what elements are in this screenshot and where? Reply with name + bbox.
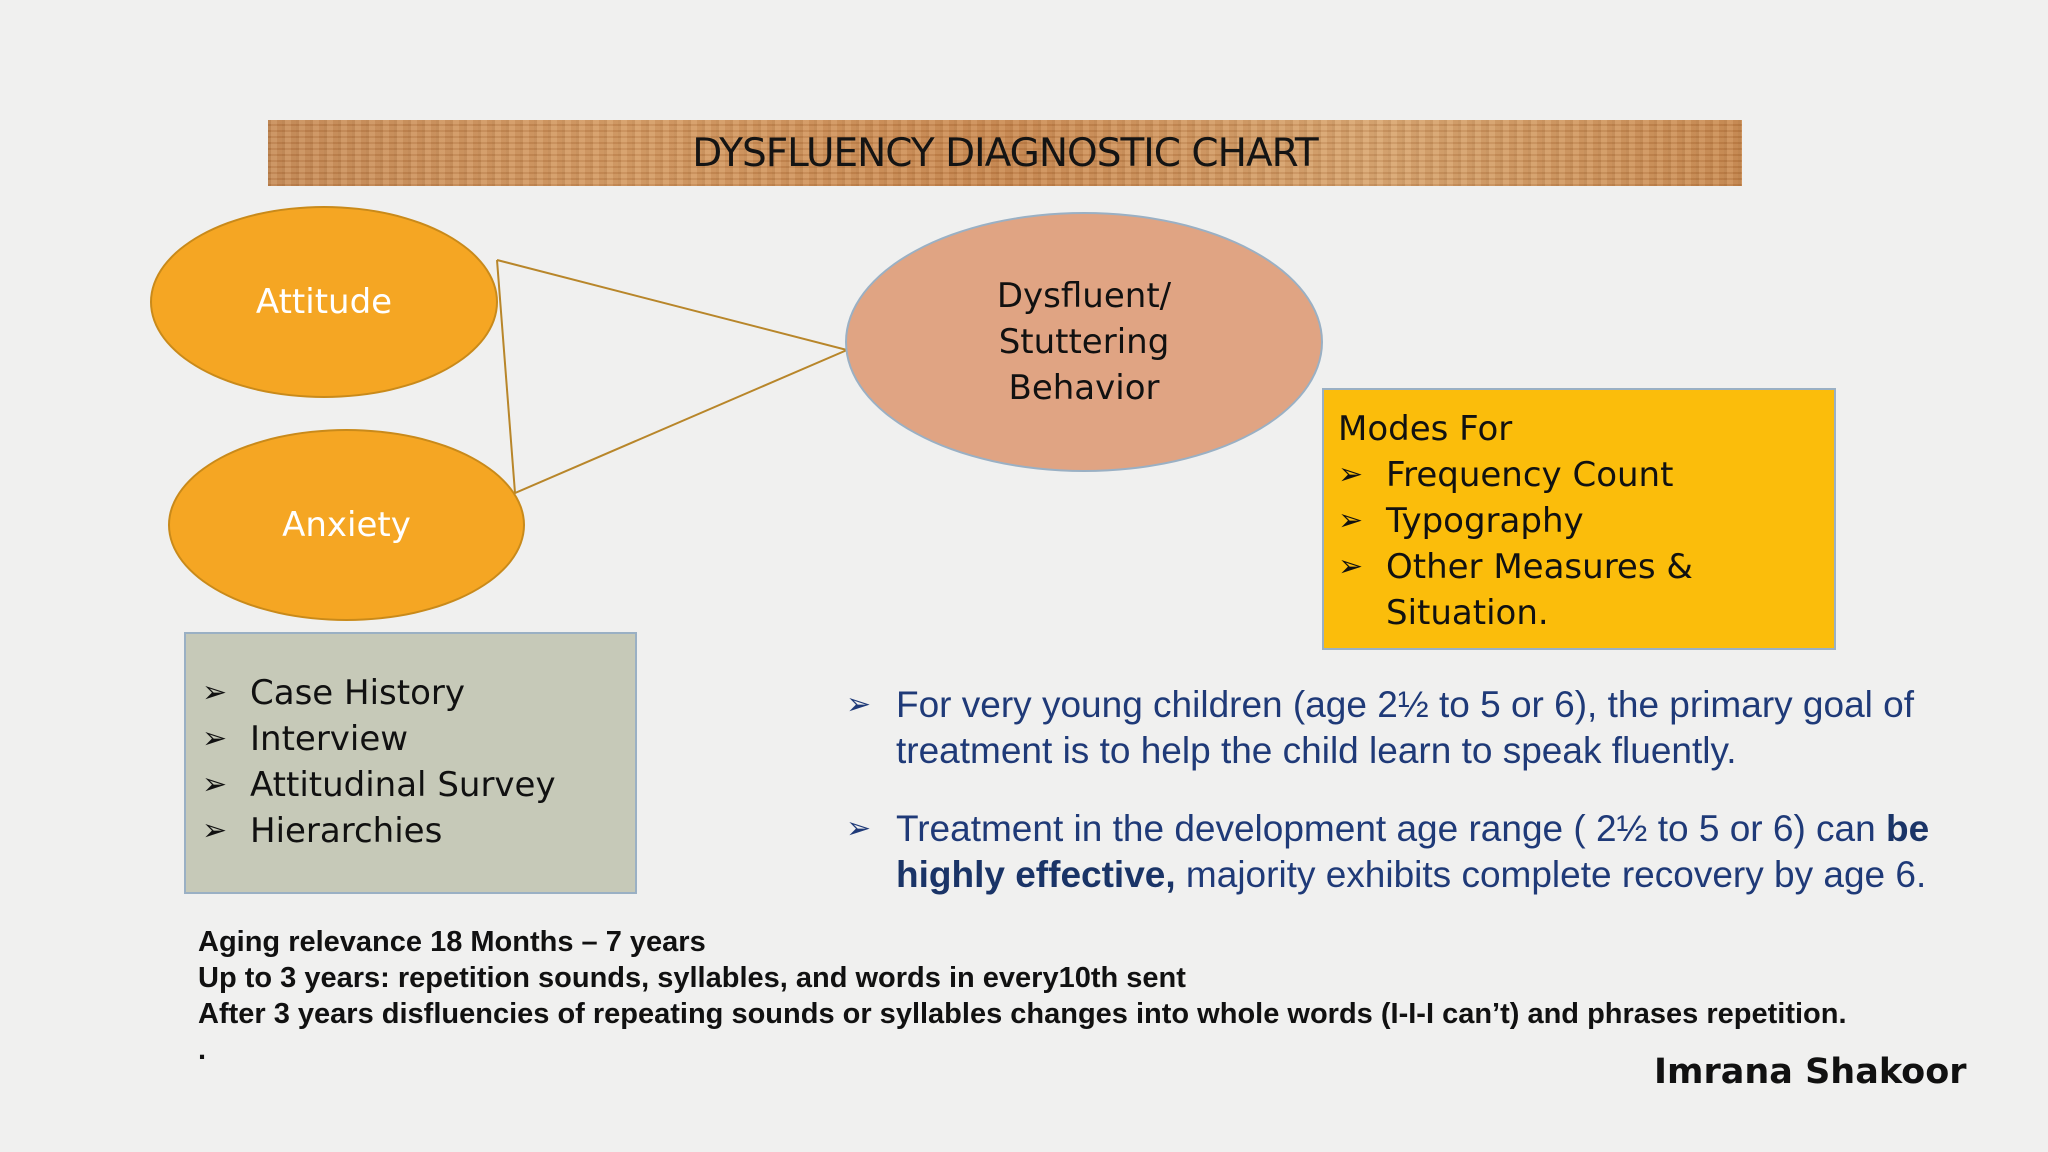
list-item <box>1338 590 1820 636</box>
list-item <box>1338 452 1820 498</box>
arrow-bullet-icon: ➢ <box>1338 457 1364 492</box>
list-item-text: Situation. <box>1386 593 1549 633</box>
attitude-node <box>150 206 498 398</box>
treatment-note-emphasis: be highly effective, <box>896 808 1930 895</box>
behavior-label-line: Dysfluent/ <box>996 276 1172 316</box>
treatment-note-text: For very young children (age 2½ to 5 or 6), the primary goal of treatment is to help the child learn to speak fluently. <box>896 684 1915 771</box>
attitude-label: Attitude <box>255 282 393 322</box>
list-item-text: Other Measures & <box>1386 547 1693 587</box>
anxiety-label: Anxiety <box>282 505 411 545</box>
treatment-notes <box>846 682 1966 898</box>
arrow-bullet-icon: ➢ <box>1338 549 1364 584</box>
page-title: DYSFLUENCY DIAGNOSTIC CHART <box>692 130 1318 176</box>
modes-heading: Modes For <box>1338 409 1513 449</box>
list-item-text: Interview <box>250 719 409 759</box>
treatment-note <box>846 682 1966 774</box>
age-note-line: Aging relevance 18 Months – 7 years <box>198 926 706 958</box>
behavior-label-line: Stuttering <box>998 322 1170 362</box>
age-note-line: Up to 3 years: repetition sounds, syllables, and words in every10th sent <box>198 962 1186 994</box>
modes-box <box>1322 388 1836 650</box>
list-item <box>1338 498 1820 544</box>
age-note-line: After 3 years disfluencies of repeating sounds or syllables changes into whole words (I-I-I can’t) and phrases repetition. <box>198 998 1847 1030</box>
behavior-node <box>845 212 1323 472</box>
anxiety-node <box>168 429 525 621</box>
treatment-note-text-end: majority exhibits complete recovery by age 6. <box>1175 854 1927 895</box>
connector-triangle <box>497 260 847 493</box>
list-item <box>1338 544 1820 590</box>
list-item-text: Case History <box>250 673 465 713</box>
arrow-bullet-icon: ➢ <box>202 813 228 848</box>
age-notes <box>198 924 1938 1068</box>
treatment-note <box>846 806 1966 898</box>
modes-list <box>1338 452 1820 636</box>
age-note-line: . <box>198 1034 207 1066</box>
list-item <box>202 716 619 762</box>
arrow-bullet-icon: ➢ <box>846 688 872 721</box>
list-item <box>202 808 619 854</box>
arrow-bullet-icon: ➢ <box>846 812 872 845</box>
arrow-bullet-icon: ➢ <box>1338 503 1364 538</box>
list-item-text: Hierarchies <box>250 811 443 851</box>
list-item-text: Typography <box>1386 501 1584 541</box>
arrow-bullet-icon: ➢ <box>202 675 228 710</box>
assessment-box <box>184 632 637 894</box>
arrow-bullet-icon: ➢ <box>202 721 228 756</box>
assessment-list <box>202 670 619 854</box>
author-name: Imrana Shakoor <box>1654 1052 1967 1092</box>
behavior-label-line: Behavior <box>1008 368 1160 408</box>
list-item <box>202 670 619 716</box>
list-item <box>202 762 619 808</box>
arrow-bullet-icon: ➢ <box>202 767 228 802</box>
treatment-note-text <box>896 806 1966 898</box>
list-item-text: Frequency Count <box>1386 455 1674 495</box>
treatment-note-text-start: Treatment in the development age range ( 2½ to 5 or 6) can <box>896 808 1886 849</box>
list-item-text: Attitudinal Survey <box>250 765 556 805</box>
